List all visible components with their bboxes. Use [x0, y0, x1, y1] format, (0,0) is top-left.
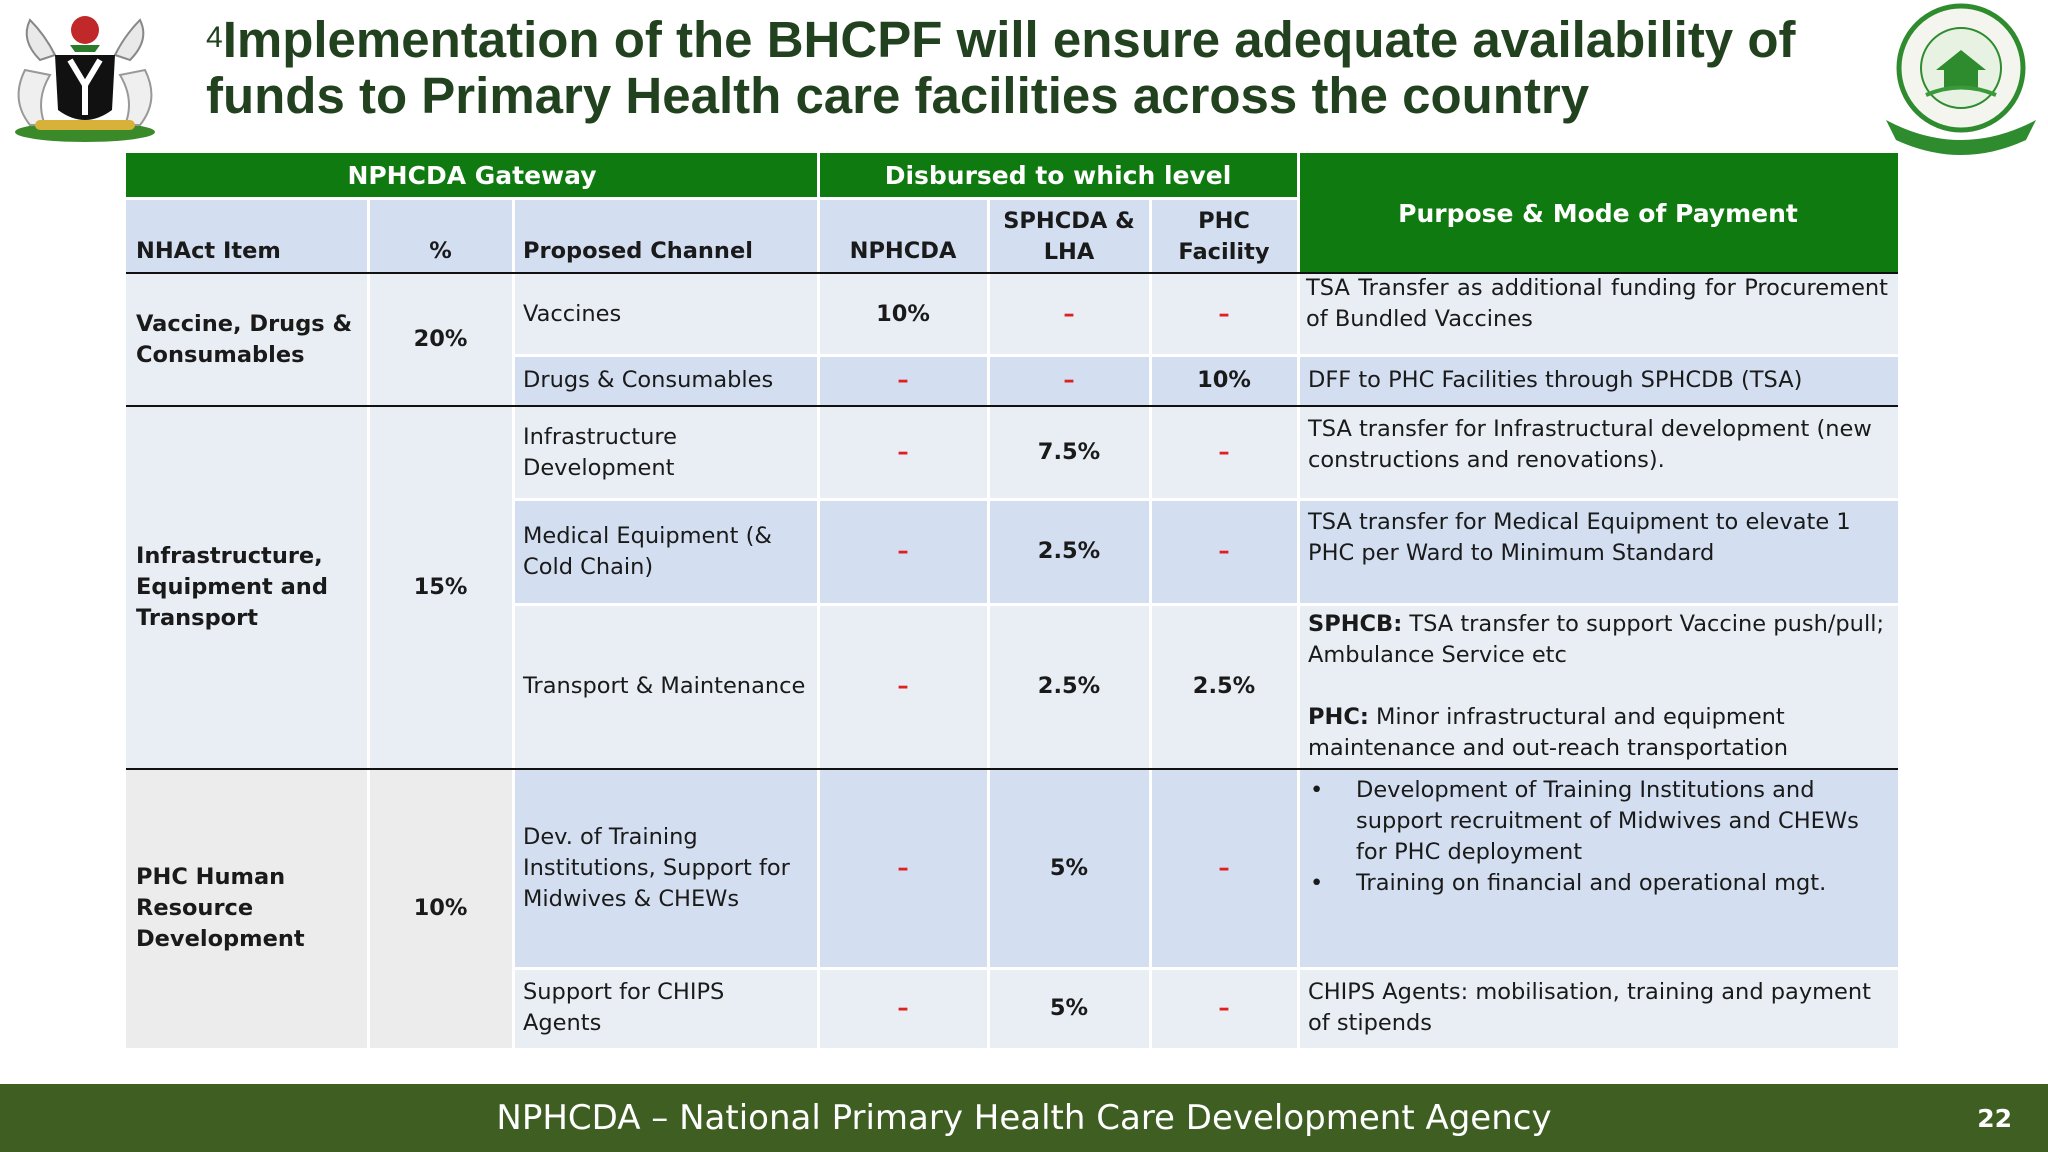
drugs-sphcda: – [988, 355, 1150, 406]
footer-bar [0, 1084, 2048, 1152]
channel-chips-agents: Support for CHIPS Agents [513, 968, 818, 1048]
list-item: • Development of Training Institutions and support recruitment of Midwives and CHEWs for PHC deployment [1308, 775, 1888, 868]
medical-nphcda: – [818, 499, 988, 604]
grid-line [513, 967, 1898, 970]
drugs-phc: 10% [1150, 355, 1298, 406]
channel-vaccines: Vaccines [513, 273, 818, 355]
row-divider [126, 272, 1898, 274]
title-text: Implementation of the BHCPF will ensure adequate availability of funds to Primary Health care facilities across the country [206, 11, 1796, 124]
infra-nphcda: – [818, 406, 988, 499]
chips-sphcda: 5% [988, 968, 1150, 1048]
training-purpose [1298, 769, 1898, 968]
row-divider [126, 768, 1898, 770]
grid-line [1297, 153, 1300, 1048]
chips-purpose: CHIPS Agents: mobilisation, training and payment of stipends [1298, 968, 1898, 1048]
grid-line [987, 197, 990, 1048]
training-sphcda: 5% [988, 769, 1150, 968]
column-header-sphcda: SPHCDA & LHA [988, 200, 1150, 273]
transport-nphcda: – [818, 604, 988, 769]
vaccines-nphcda: 10% [818, 273, 988, 355]
item-vaccine-drugs: Vaccine, Drugs & Consumables [126, 273, 368, 406]
column-header-percent: % [368, 200, 513, 273]
pct-vaccine-drugs: 20% [368, 273, 513, 406]
channel-training-institutions: Dev. of Training Institutions, Support for Midwives & CHEWs [513, 769, 818, 968]
title-superscript: 4 [206, 21, 223, 54]
header-purpose-mode: Purpose & Mode of Payment [1298, 153, 1898, 273]
grid-line [1149, 197, 1152, 1048]
medical-sphcda: 2.5% [988, 499, 1150, 604]
transport-purpose-sphcb: SPHCB: TSA transfer to support Vaccine push/pull; Ambulance Service etc [1308, 611, 1885, 668]
drugs-nphcda: – [818, 355, 988, 406]
item-phc-human-resource: PHC Human Resource Development [126, 769, 368, 1048]
training-nphcda: – [818, 769, 988, 968]
channel-drugs: Drugs & Consumables [513, 355, 818, 406]
grid-line [512, 200, 515, 1048]
column-header-phc: PHC Facility [1150, 200, 1298, 273]
item-infrastructure: Infrastructure, Equipment and Transport [126, 406, 368, 769]
column-header-channel: Proposed Channel [513, 200, 818, 273]
pct-phc-human-resource: 10% [368, 769, 513, 1048]
footer-agency-name: NPHCDA – National Primary Health Care Development Agency [496, 1098, 1552, 1138]
grid-line [817, 153, 820, 1048]
column-header-item: NHAct Item [126, 200, 368, 273]
chips-nphcda: – [818, 968, 988, 1048]
training-purpose-list [1308, 775, 1888, 899]
channel-infrastructure-development: Infrastructure Development [513, 406, 818, 499]
infra-sphcda: 7.5% [988, 406, 1150, 499]
column-header-nphcda: NPHCDA [818, 200, 988, 273]
chips-phc: – [1150, 968, 1298, 1048]
drugs-purpose: DFF to PHC Facilities through SPHCDB (TSA) [1298, 355, 1898, 406]
slide-title [206, 12, 1846, 124]
vaccines-sphcda: – [988, 273, 1150, 355]
transport-sphcda: 2.5% [988, 604, 1150, 769]
channel-medical-equipment: Medical Equipment (& Cold Chain) [513, 499, 818, 604]
header-disbursed-level: Disbursed to which level [818, 153, 1298, 197]
transport-phc: 2.5% [1150, 604, 1298, 769]
infra-phc: – [1150, 406, 1298, 499]
nphcda-seal-logo [1876, 0, 2046, 160]
medical-purpose: TSA transfer for Medical Equipment to elevate 1 PHC per Ward to Minimum Standard [1298, 499, 1898, 604]
grid-line [513, 498, 1898, 501]
row-divider [126, 405, 1898, 407]
grid-line [513, 603, 1898, 606]
pct-infrastructure: 15% [368, 406, 513, 769]
transport-purpose [1298, 604, 1898, 769]
header-nphcda-gateway: NPHCDA Gateway [126, 153, 818, 197]
vaccines-phc: – [1150, 273, 1298, 355]
coat-of-arms-logo [0, 0, 170, 150]
grid-line [126, 197, 1298, 200]
channel-transport: Transport & Maintenance [513, 604, 818, 769]
vaccines-purpose: TSA Transfer as additional funding for Procurement of Bundled Vaccines [1298, 273, 1898, 355]
grid-line [513, 354, 1898, 357]
medical-phc: – [1150, 499, 1298, 604]
training-phc: – [1150, 769, 1298, 968]
grid-line [367, 200, 370, 1048]
list-item: • Training on financial and operational mgt. [1308, 868, 1888, 899]
infra-purpose: TSA transfer for Infrastructural development (new constructions and renovations). [1298, 406, 1898, 499]
transport-purpose-phc: PHC: Minor infrastructural and equipment maintenance and out-reach transportation [1308, 704, 1789, 761]
page-number: 22 [1977, 1103, 2012, 1133]
